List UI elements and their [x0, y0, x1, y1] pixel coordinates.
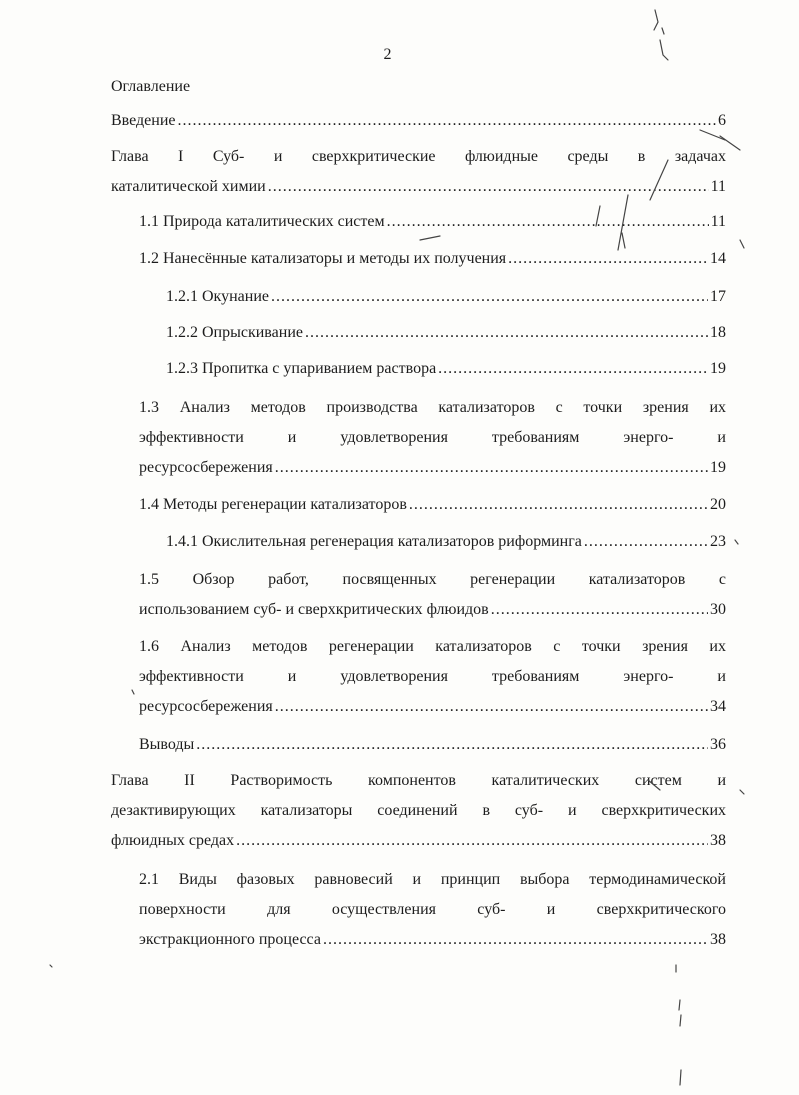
- toc-entry-page: 19: [710, 360, 726, 377]
- toc-line: [139, 895, 726, 925]
- toc-entry-title: 1.2 Нанесённые катализаторы и методы их получения: [139, 250, 507, 267]
- toc-line: [139, 865, 726, 895]
- toc-entry-page: 38: [710, 832, 726, 849]
- toc-entry-2-1[interactable]: [139, 865, 726, 955]
- toc-entry-1-6[interactable]: [139, 632, 726, 722]
- toc-line: [139, 692, 726, 722]
- toc-entry-title: ресурсосбережения: [139, 698, 273, 715]
- toc-entry-1-4-1[interactable]: [166, 527, 726, 557]
- toc-entry-1-4[interactable]: [139, 490, 726, 520]
- toc-line: [111, 826, 726, 856]
- toc-entry-chapter-1[interactable]: [111, 142, 726, 202]
- toc-line: [139, 565, 726, 595]
- dot-leader: [491, 595, 708, 625]
- toc-line: [166, 354, 726, 384]
- toc-entry-page: 36: [710, 736, 726, 753]
- toc-entry-title: 1.2.2 Опрыскивание: [166, 324, 303, 341]
- toc-line: [139, 490, 726, 520]
- toc-entry-title: 1.6 Анализ методов регенерации катализаторов с точки зрения их: [139, 638, 726, 655]
- dot-leader: [271, 282, 708, 312]
- toc-entry-title: ресурсосбережения: [139, 459, 273, 476]
- toc-line: [139, 244, 726, 274]
- toc-entry-page: 23: [710, 533, 726, 550]
- dot-leader: [275, 692, 708, 722]
- toc-entry-title: Глава I Суб- и сверхкритические флюидные среды в задачах: [111, 148, 726, 165]
- toc-line: [166, 318, 726, 348]
- toc-entry-title: эффективности и удовлетворения требованиям энерго- и: [139, 429, 726, 446]
- toc-entry-title: Глава II Растворимость компонентов каталитических систем и: [111, 772, 726, 789]
- toc-entry-1-2-2[interactable]: [166, 318, 726, 348]
- toc-line: [139, 662, 726, 692]
- toc-entry-title: 1.2.1 Окунание: [166, 288, 269, 305]
- toc-heading: Оглавление: [111, 78, 191, 95]
- toc-line: [111, 796, 726, 826]
- toc-entry-page: 38: [710, 931, 726, 948]
- toc-entry-introduction[interactable]: [111, 106, 726, 136]
- dot-leader: [387, 207, 709, 237]
- dot-leader: [305, 318, 708, 348]
- toc-entry-page: 20: [710, 496, 726, 513]
- toc-entry-title: 1.4 Методы регенерации катализаторов: [139, 496, 407, 513]
- toc-entry-1-5[interactable]: [139, 565, 726, 625]
- toc-entry-title: эффективности и удовлетворения требованиям энерго- и: [139, 668, 726, 685]
- toc-entry-1-2-3[interactable]: [166, 354, 726, 384]
- toc-entry-title: Введение: [111, 112, 176, 129]
- dot-leader: [196, 730, 708, 760]
- toc-entry-1-2[interactable]: [139, 244, 726, 274]
- page-number: 2: [383, 46, 392, 63]
- toc-entry-1-3[interactable]: [139, 393, 726, 483]
- toc-line: [111, 766, 726, 796]
- toc-line: [139, 595, 726, 625]
- toc-entry-page: 17: [710, 288, 726, 305]
- toc-entry-title: флюидных средах: [111, 832, 235, 849]
- toc-entry-title: экстракционного процесса: [139, 931, 321, 948]
- toc-entry-title: 2.1 Виды фазовых равновесий и принцип выбора термодинамической: [139, 871, 726, 888]
- toc-entry-title: дезактивирующих катализаторы соединений в суб- и сверхкритических: [111, 802, 726, 819]
- toc-entry-title: каталитической химии: [111, 178, 266, 195]
- toc-entry-title: 1.4.1 Окислительная регенерация катализаторов риформинга: [166, 533, 582, 550]
- toc-entry-title: Выводы: [139, 736, 195, 753]
- toc-entry-page: 18: [710, 324, 726, 341]
- toc-entry-title: 1.1 Природа каталитических систем: [139, 213, 385, 230]
- dot-leader: [409, 490, 708, 520]
- toc-entry-page: 30: [710, 601, 726, 618]
- dot-leader: [508, 244, 708, 274]
- dot-leader: [236, 826, 708, 856]
- toc-line: [111, 106, 726, 136]
- toc-line: [111, 142, 726, 172]
- toc-entry-conclusions[interactable]: [139, 730, 726, 760]
- toc-line: [139, 730, 726, 760]
- toc-line: [139, 423, 726, 453]
- dot-leader: [178, 106, 717, 136]
- toc-entry-1-1[interactable]: [139, 207, 726, 237]
- toc-line: [139, 925, 726, 955]
- dot-leader: [323, 925, 708, 955]
- toc-entry-title: поверхности для осуществления суб- и сверхкритического: [139, 901, 726, 918]
- toc-entry-title: 1.2.3 Пропитка с упариванием раствора: [166, 360, 437, 377]
- toc-entry-title: 1.3 Анализ методов производства катализаторов с точки зрения их: [139, 399, 726, 416]
- toc-line: [139, 632, 726, 662]
- toc-entry-page: 11: [710, 178, 726, 195]
- dot-leader: [268, 172, 709, 202]
- toc-line: [139, 393, 726, 423]
- toc-entry-page: 34: [710, 698, 726, 715]
- toc-line: [111, 172, 726, 202]
- toc-entry-1-2-1[interactable]: [166, 282, 726, 312]
- toc-entry-title: использованием суб- и сверхкритических флюидов: [139, 601, 489, 618]
- toc-entry-page: 11: [710, 213, 726, 230]
- toc-line: [166, 527, 726, 557]
- toc-line: [166, 282, 726, 312]
- toc-entry-page: 14: [710, 250, 726, 267]
- toc-entry-page: 19: [710, 459, 726, 476]
- toc-line: [139, 453, 726, 483]
- toc-entry-page: 6: [718, 112, 726, 129]
- dot-leader: [438, 354, 708, 384]
- toc-line: [139, 207, 726, 237]
- dot-leader: [584, 527, 708, 557]
- toc-entry-title: 1.5 Обзор работ, посвященных регенерации катализаторов с: [139, 571, 726, 588]
- toc-entry-chapter-2[interactable]: [111, 766, 726, 856]
- dot-leader: [275, 453, 708, 483]
